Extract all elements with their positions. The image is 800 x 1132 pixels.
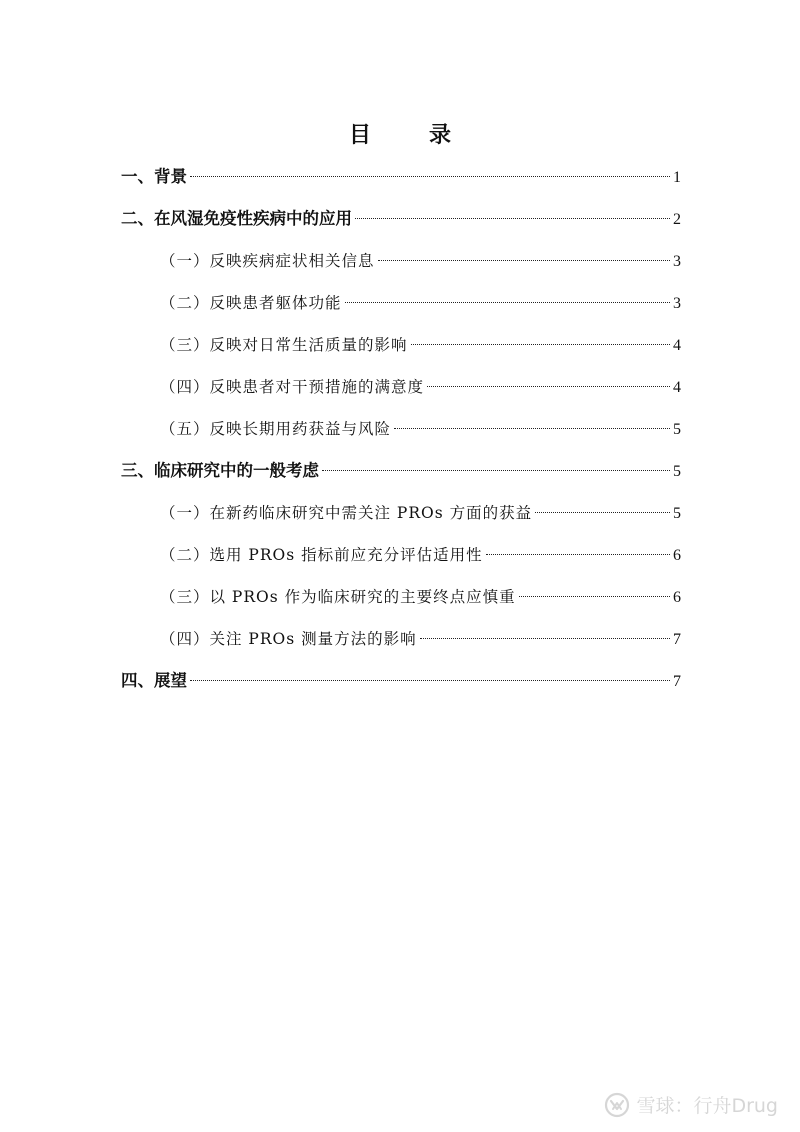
toc-entry-page: 7	[673, 631, 681, 648]
toc-entry-label: （三）以 PROs 作为临床研究的主要终点应慎重	[160, 588, 516, 606]
toc-entry-label: 一、背景	[121, 167, 187, 186]
toc-entry-page: 6	[673, 547, 681, 564]
toc-entry[interactable]	[121, 456, 681, 486]
watermark	[604, 1091, 778, 1118]
toc-entry-page: 5	[673, 421, 681, 438]
toc-entry-page: 4	[673, 337, 681, 354]
toc-entry[interactable]	[160, 414, 681, 444]
toc-entry-label: （一）反映疾病症状相关信息	[160, 252, 375, 270]
toc-dot-leader	[427, 386, 670, 387]
toc-entry[interactable]	[160, 372, 681, 402]
watermark-text: 雪球：行舟Drug	[636, 1095, 778, 1117]
toc-entry-page: 5	[673, 505, 681, 522]
toc-entry[interactable]	[160, 330, 681, 360]
toc-entry-page: 6	[673, 589, 681, 606]
toc-entry-label: 四、展望	[121, 671, 187, 690]
toc-dot-leader	[486, 554, 670, 555]
toc-entry-page: 2	[673, 211, 681, 228]
toc-entry-label: （二）选用 PROs 指标前应充分评估适用性	[160, 546, 483, 564]
toc-dot-leader	[394, 428, 670, 429]
toc-entry-label: 三、临床研究中的一般考虑	[121, 461, 319, 480]
toc-entry-label: （一）在新药临床研究中需关注 PROs 方面的获益	[160, 504, 533, 522]
toc-entry[interactable]	[121, 204, 681, 234]
toc-entry-label: （二）反映患者躯体功能	[160, 294, 342, 312]
toc-dot-leader	[519, 596, 670, 597]
toc-dot-leader	[190, 680, 670, 681]
toc-entry-page: 7	[673, 673, 681, 690]
toc-entry[interactable]	[121, 666, 681, 696]
toc-entry[interactable]	[160, 540, 681, 570]
toc-title: 目 录	[348, 122, 469, 148]
toc-dot-leader	[535, 512, 670, 513]
toc-entry[interactable]	[160, 582, 681, 612]
toc-entry-page: 3	[673, 295, 681, 312]
toc-entry[interactable]	[121, 162, 681, 192]
toc-entry[interactable]	[160, 498, 681, 528]
toc-dot-leader	[355, 218, 670, 219]
toc-entry[interactable]	[160, 288, 681, 318]
toc-entry-page: 4	[673, 379, 681, 396]
toc-dot-leader	[345, 302, 670, 303]
toc-dot-leader	[190, 176, 670, 177]
toc-dot-leader	[378, 260, 670, 261]
toc-entry-label: （五）反映长期用药获益与风险	[160, 420, 392, 438]
toc-dot-leader	[411, 344, 670, 345]
toc-entry[interactable]	[160, 624, 681, 654]
toc-entry-page: 1	[673, 169, 681, 186]
toc-entry[interactable]	[160, 246, 681, 276]
toc-entry-page: 3	[673, 253, 681, 270]
toc-dot-leader	[322, 470, 670, 471]
toc-entry-page: 5	[673, 463, 681, 480]
toc-entry-label: （四）反映患者对干预措施的满意度	[160, 378, 425, 396]
toc-dot-leader	[420, 638, 670, 639]
toc-entry-label: （四）关注 PROs 测量方法的影响	[160, 630, 417, 648]
snowball-logo-icon	[604, 1092, 630, 1118]
toc-entry-label: 二、在风湿免疫性疾病中的应用	[121, 209, 352, 228]
toc-entry-label: （三）反映对日常生活质量的影响	[160, 336, 408, 354]
